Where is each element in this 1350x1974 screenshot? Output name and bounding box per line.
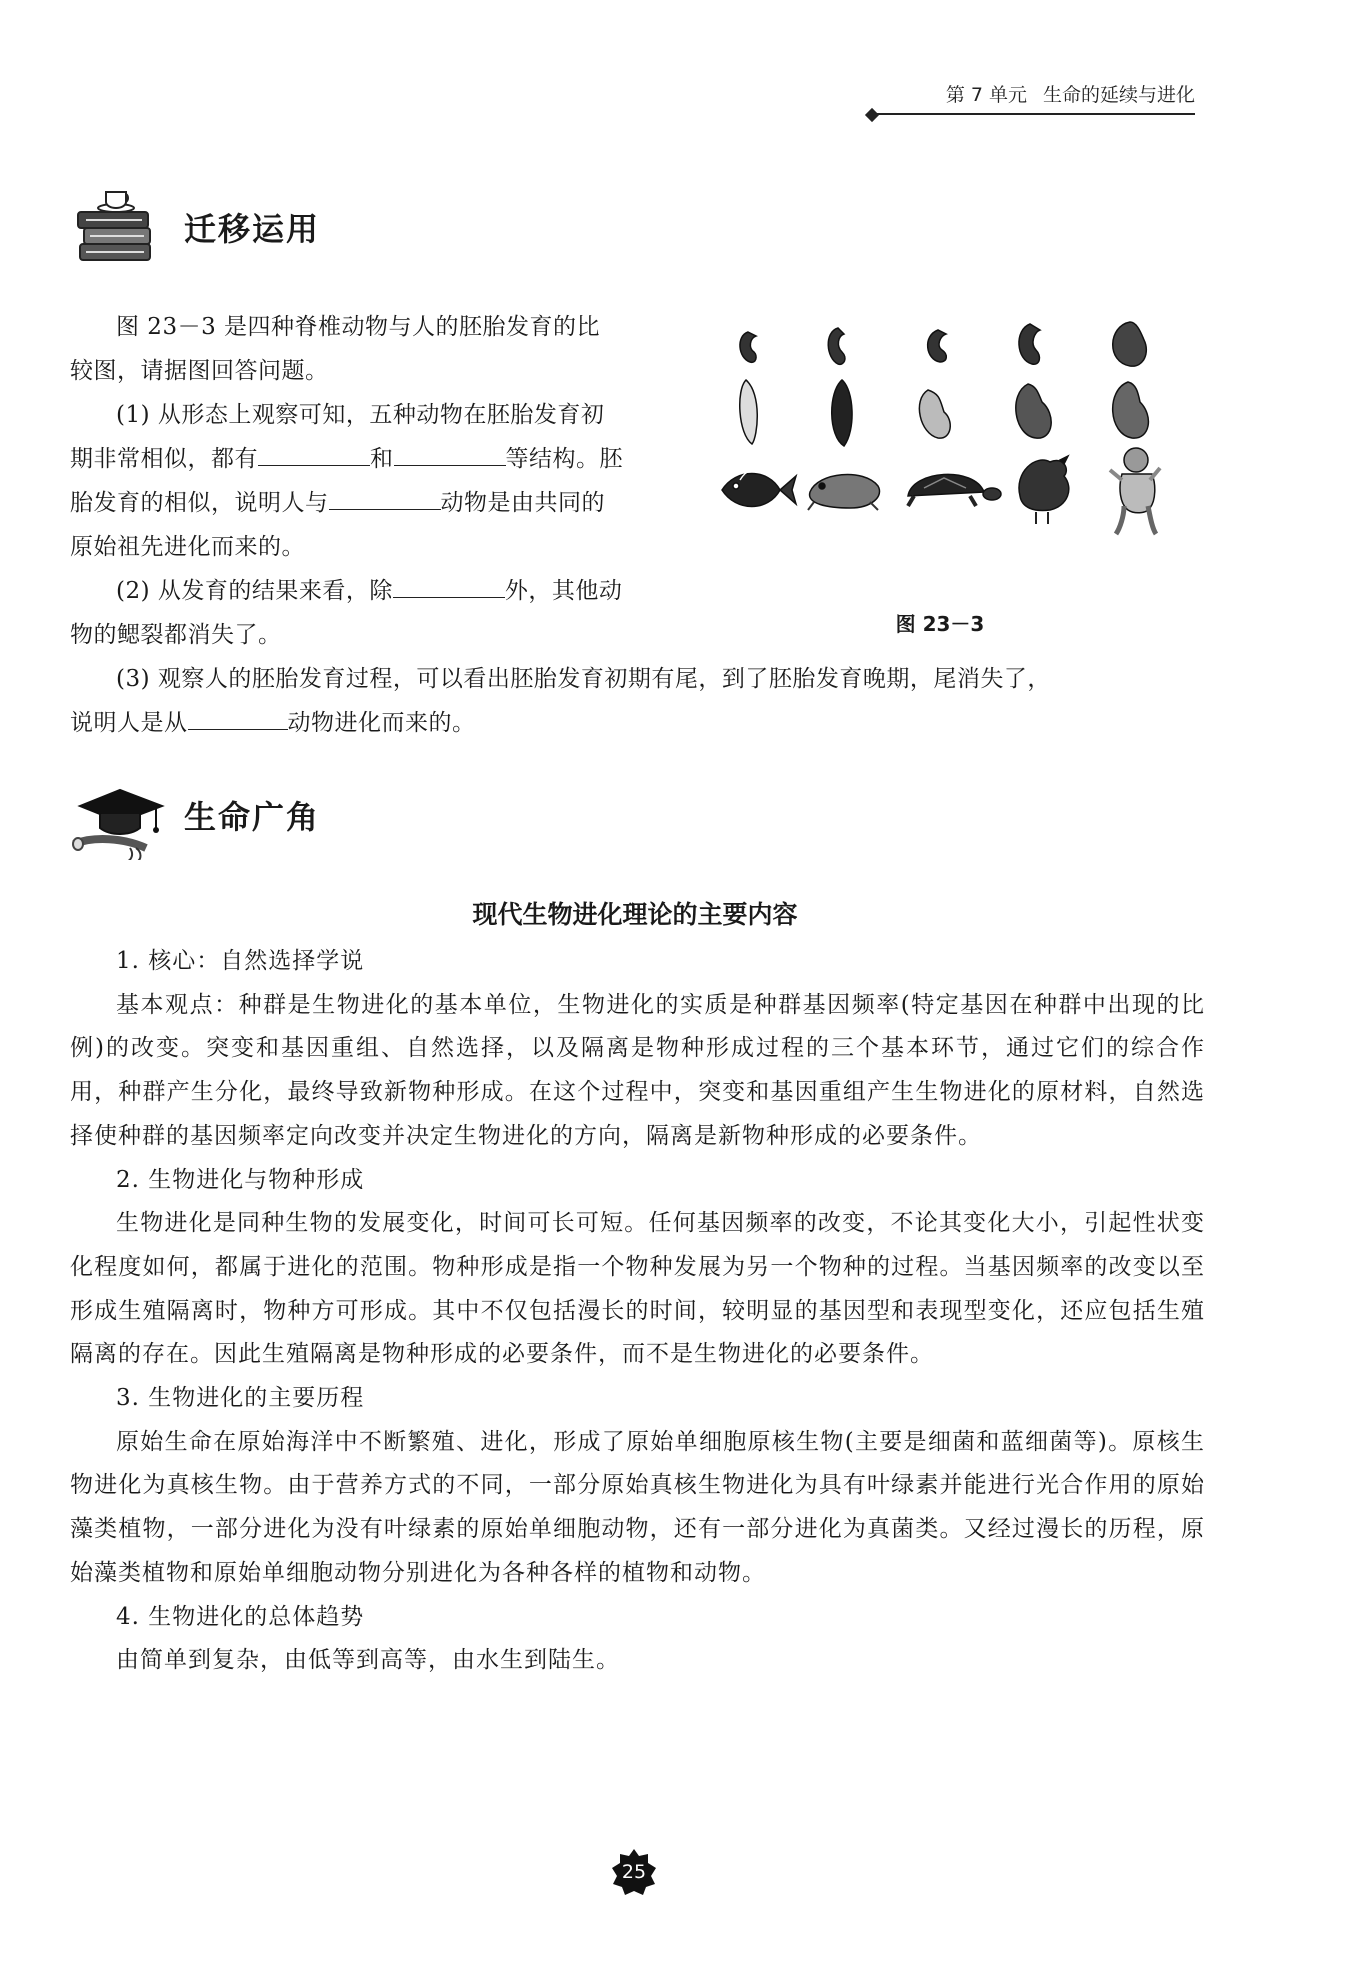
mid-embryo-row (740, 380, 1149, 446)
answer-blank[interactable] (258, 439, 370, 466)
question-2: (2) 从发育的结果来看，除 外，其他动 (70, 569, 700, 613)
section-heading-transfer (70, 182, 320, 272)
answer-blank[interactable] (329, 483, 441, 510)
graduation-cap-icon (70, 770, 170, 860)
header-unit: 第 7 单元 (945, 84, 1027, 106)
turtle-icon (908, 474, 1001, 506)
books-coffee-icon (70, 182, 170, 272)
adult-row (722, 448, 1160, 534)
answer-blank[interactable] (393, 571, 505, 598)
article-paragraph-1: 基本观点：种群是生物进化的基本单位，生物进化的实质是种群基因频率(特定基因在种群中出现的比例)的改变。突变和基因重组、自然选择，以及隔离是物种形成过程的三个基本环节，通过它们的综合作用，种群产生分化，最终导致新物种形成。在这个过程中，突变和基因重组产生生物进化的原材料，自然选择使种群的基因频率定向改变并决定生物进化的方向，隔离是新物种形成的必要条件。 (70, 991, 1205, 1149)
exercise-intro: 图 23－3 是四种脊椎动物与人的胚胎发育的比 (116, 314, 601, 340)
embryo-figure (710, 310, 1230, 610)
chicken-icon (1019, 456, 1069, 524)
article-subheading-2: 2. 生物进化与物种形成 (116, 1166, 365, 1193)
article-subheading-4: 4. 生物进化的总体趋势 (116, 1603, 365, 1630)
section-heading-life-wide-angle (70, 770, 320, 860)
answer-blank[interactable] (188, 703, 288, 730)
header-topic: 生命的延续与进化 (1042, 84, 1195, 106)
article-subheading-3: 3. 生物进化的主要历程 (116, 1385, 365, 1412)
article-paragraph-4: 由简单到复杂，由低等到高等，由水生到陆生。 (116, 1647, 620, 1674)
exercise-block: 图 23－3 是四种脊椎动物与人的胚胎发育的比 较图，请据图回答问题。 (1) 从形态上观察可知，五种动物在胚胎发育初 期非常相似，都有 和 等结构。胚 胎发育的相似，说明人与 动物是由共同的 原始祖先进化而来的。 (2) 从发育的结果来看，除 外，其他动 物的鳃裂都消失了。 (70, 305, 700, 657)
baby-icon (1110, 448, 1160, 534)
fish-icon (722, 468, 796, 506)
article-body (70, 940, 1205, 1683)
section-title-life-wide-angle: 生命广角 (184, 798, 321, 836)
page-number-text: 25 (621, 1861, 647, 1883)
running-header (875, 80, 1195, 115)
figure-embryo-comparison (710, 310, 1230, 640)
article-title: 现代生物进化理论的主要内容 (472, 900, 798, 929)
answer-blank[interactable] (394, 439, 506, 466)
early-embryo-row (740, 322, 1146, 366)
header-diamond-icon (865, 108, 879, 122)
figure-caption: 图 23－3 (895, 612, 985, 636)
section-title-transfer: 迁移运用 (184, 210, 321, 248)
frog-icon (808, 475, 880, 510)
question-3: (3) 观察人的胚胎发育过程，可以看出胚胎发育初期有尾，到了胚胎发育晚期，尾消失了， 说明人是从 动物进化而来的。 (70, 666, 1051, 736)
article-subheading-1: 1. 核心：自然选择学说 (116, 948, 365, 974)
page-number (610, 1848, 658, 1896)
question-1: (1) 从形态上观察可知，五种动物在胚胎发育初 (116, 402, 605, 428)
article-paragraph-2: 生物进化是同种生物的发展变化，时间可长可短。任何基因频率的改变，不论其变化大小，引起性状变化程度如何，都属于进化的范围。物种形成是指一个物种发展为另一个物种的过程。当基因频率的改变以至形成生殖隔离时，物种方可形成。其中不仅包括漫长的时间，较明显的基因型和表现型变化，还应包括生殖隔离的存在。因此生殖隔离是物种形成的必要条件，而不是生物进化的必要条件。 (70, 1210, 1205, 1368)
article-paragraph-3: 原始生命在原始海洋中不断繁殖、进化，形成了原始单细胞原核生物(主要是细菌和蓝细菌等)。原核生物进化为真核生物。由于营养方式的不同，一部分原始真核生物进化为具有叶绿素并能进行光合作用的原始藻类植物，一部分进化为没有叶绿素的原始单细胞动物，还有一部分进化为真菌类。又经过漫长的历程，原始藻类植物和原始单细胞动物分别进化为各种各样的植物和动物。 (70, 1428, 1205, 1586)
